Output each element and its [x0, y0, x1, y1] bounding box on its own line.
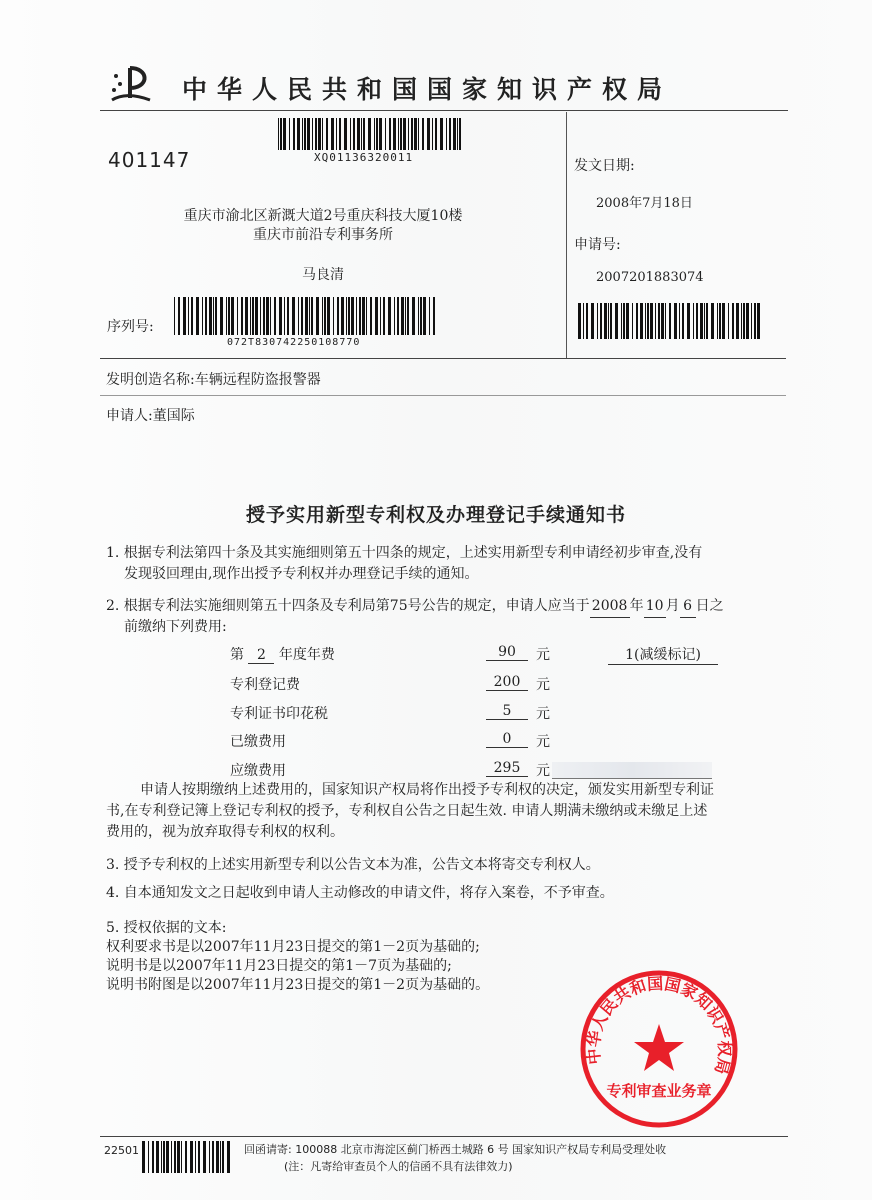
due-month: 10: [644, 596, 666, 618]
address-line2: 重庆市前沿专利事务所: [253, 227, 393, 243]
office-name: 中华人民共和国国家知识产权局: [182, 75, 673, 104]
annual-fee-amount: 90: [486, 644, 528, 661]
item2-line2: 前缴纳下列费用:: [124, 619, 227, 635]
applicant-label: 申请人:: [106, 408, 153, 424]
notice-title: 授予实用新型专利权及办理登记手续通知书: [245, 504, 626, 526]
year-unit: 年: [629, 598, 644, 614]
svg-text:专利审查业务章: 专利审查业务章: [606, 1082, 712, 1100]
consequence-line3: 费用的，视为放弃取得专利权的权利。: [106, 824, 344, 840]
footer-code: 22501: [104, 1144, 139, 1157]
svg-text:中华人民共和国国家知识产权局: 中华人民共和国国家知识产权局: [583, 973, 735, 1077]
issue-date-label: 发文日期:: [574, 158, 635, 174]
footer-note: (注：凡寄给审查员个人的信函不具有法律效力): [284, 1160, 513, 1173]
annual-year: 2: [248, 647, 274, 664]
invention-divider: [100, 395, 786, 396]
item2-prefix: 2. 根据专利法实施细则第五十四条及专利局第75号公告的规定，申请人应当于: [106, 598, 590, 614]
top-barcode-text: XQ01136320011: [314, 151, 414, 164]
stamp-tax-label: 专利证书印花税: [230, 706, 328, 722]
invention-title: 车辆远程防盗报警器: [194, 372, 321, 388]
application-barcode: [578, 303, 760, 339]
annual-fee-unit: 元: [536, 647, 550, 663]
right-column-divider: [566, 112, 567, 358]
fee-annual-label: [230, 644, 335, 664]
annual-prefix: 第: [230, 647, 244, 663]
annual-fee-note: 1(减缓标记): [608, 644, 718, 665]
paid-fee-amount: 0: [486, 731, 528, 748]
paid-fee-unit: 元: [536, 734, 550, 750]
serial-barcode: [174, 297, 436, 335]
item5-line2: 说明书是以2007年11月23日提交的第1－7页为基础的;: [106, 958, 452, 974]
blurred-note-area: [552, 762, 712, 779]
item5-title: 5. 授权依据的文本:: [106, 920, 227, 936]
registration-fee-unit: 元: [536, 677, 550, 693]
item5-line3: 说明书附图是以2007年11月23日提交的第1－2页为基础的。: [106, 977, 490, 993]
due-fee-label: 应缴费用: [230, 763, 286, 779]
registration-fee-label: 专利登记费: [230, 677, 300, 693]
paid-fee-label: 已缴费用: [230, 734, 286, 750]
header-divider: [100, 110, 788, 111]
stamp-tax-unit: 元: [536, 706, 550, 722]
postal-code: 401147: [108, 148, 191, 172]
issue-date-value: 2008年7月18日: [596, 196, 693, 211]
due-fee-amount: 295: [486, 760, 528, 777]
stamp-tax-amount: 5: [486, 703, 528, 720]
serial-barcode-text: 072T830742250108770: [227, 337, 361, 348]
applicant-name: 董国际: [152, 408, 195, 424]
due-day: 6: [680, 596, 696, 618]
address-line1: 重庆市渝北区新溉大道2号重庆科技大厦10楼: [183, 208, 463, 224]
address-block-divider: [100, 358, 786, 359]
consequence-line2: 书,在专利登记簿上登记专利权的授予，专利权自公告之日起生效. 申请人期满未缴纳或未缴足上述: [106, 803, 708, 819]
applicant-row: [106, 405, 195, 425]
application-label: 申请号:: [574, 237, 621, 253]
day-unit: 日之: [695, 598, 724, 614]
item4-text: 4. 自本通知发文之日起收到申请人主动修改的申请文件，将存入案卷，不予审查。: [106, 885, 614, 901]
recipient-name: 马良清: [302, 267, 344, 283]
footer-divider: [100, 1136, 788, 1137]
month-unit: 月: [665, 598, 680, 614]
serial-label: 序列号:: [107, 319, 154, 335]
due-year: 2008: [590, 596, 630, 618]
registration-fee-amount: 200: [486, 674, 528, 691]
item3-text: 3. 授予专利权的上述实用新型专利以公告文本为准，公告文本将寄交专利权人。: [106, 857, 600, 873]
footer-barcode: [142, 1141, 232, 1173]
top-barcode: [278, 118, 462, 150]
official-seal-icon: [578, 968, 740, 1130]
item1-line2: 发现驳回理由,现作出授予专利权并办理登记手续的通知。: [124, 566, 479, 582]
annual-suffix: 年度年费: [278, 647, 335, 663]
item5-line1: 权利要求书是以2007年11月23日提交的第1－2页为基础的;: [106, 939, 480, 955]
cnipa-logo-icon: [108, 64, 154, 104]
due-fee-unit: 元: [536, 763, 550, 779]
return-address: 回函请寄: 100088 北京市海淀区蓟门桥西土城路 6 号 国家知识产权局专利局受理处收: [244, 1143, 667, 1156]
invention-label: 发明创造名称:: [106, 372, 195, 388]
item1-line1: 1. 根据专利法第四十条及其实施细则第五十四条的规定，上述实用新型专利申请经初步审查,没有: [106, 545, 703, 561]
application-number: 2007201883074: [596, 270, 704, 285]
invention-row: [106, 369, 321, 389]
item2-line1: [106, 596, 724, 618]
consequence-line1: 申请人按期缴纳上述费用的，国家知识产权局将作出授予专利权的决定，颁发实用新型专利证: [140, 782, 714, 798]
